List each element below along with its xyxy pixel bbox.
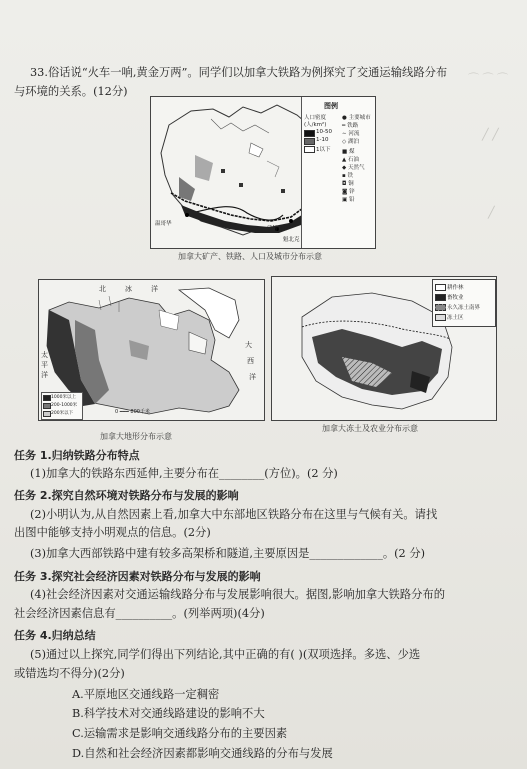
legend-label-permafrost-boundary: 永久冻土南界 [447,305,481,311]
density-swatch-mid [304,138,315,145]
legend-symbol-lead: ▣ 铅 [342,197,355,203]
option-d: D.自然和社会经济因素都影响交通线路的分布与发展 [72,747,333,760]
legend-label-permafrost: 冻土区 [447,315,464,321]
ocean-label-pacific-3: 洋 [41,371,48,379]
city-label-vancouver: 温哥华 [155,221,172,227]
task3-q4-line1: (4)社会经济因素对交通运输线路分布与发展影响很大。据图,影响加拿大铁路分布的 [30,588,445,601]
option-c: C.运输需求是影响交通线路分布的主要因素 [72,727,288,740]
task2-q2-line2: 出图中能够支持小明观点的信息。(2分) [14,526,211,539]
density-swatch-high [304,130,315,137]
legend-symbol-railway: ━ 铁路 [342,123,359,129]
legend-symbol-iron: ▪ 铁 [342,173,353,179]
legend-swatch-mid [43,403,51,409]
map1-legend [301,97,376,248]
task3-title: 任务 3.探究社会经济因素对铁路分布与发展的影响 [14,570,261,583]
bleed-through-text: ╱ ╱ [482,128,499,141]
legend-label-mid: 200-1000米 [51,403,78,408]
legend-swatch-permafrost-boundary [435,304,446,311]
bleed-through-text: ╱ [488,206,495,219]
option-b: B.科学技术对交通线路建设的影响不大 [72,707,265,720]
task2-q2-line1: (2)小明认为,从自然因素上看,加拿大中东部地区铁路分布在这里与气候有关。请找 [30,508,438,521]
task2-title: 任务 2.探究自然环境对铁路分布与发展的影响 [14,489,239,502]
legend-swatch-permafrost [435,314,446,321]
city-label-montreal: 蒙特利尔 [267,226,290,232]
task3-q4-line2: 社会经济因素信息有__________。(列举两项)(4分) [14,607,265,620]
map1-caption: 加拿大矿产、铁路、人口及城市分布示意 [178,252,322,261]
task1-q1: (1)加拿大的铁路东西延伸,主要分布在________(方位)。(2 分) [30,467,338,480]
legend-swatch-low [43,411,51,417]
legend-symbol-oil: ▲ 石油 [342,157,359,163]
legend-symbol-zinc: ◙ 锌 [342,189,355,195]
density-label-high: 10-50 [316,129,332,135]
legend-symbol-gas: ◆ 天然气 [342,165,365,171]
ocean-label-atlantic-3: 洋 [249,373,256,381]
legend-swatch-livestock [435,294,446,301]
map3-legend [432,279,496,327]
density-label-low: 1以下 [316,147,331,153]
legend-symbol-river: ∼ 河流 [342,131,360,137]
ocean-label-pacific-2: 平 [41,361,48,369]
legend-label-low: 200米以下 [51,411,74,416]
ocean-label-arctic-2: 冰 [125,285,132,293]
legend-symbol-city: ● 主要城市 [342,115,371,121]
task4-q5-line2: 或错选均不得分)(2分) [14,667,125,680]
ocean-label-arctic-3: 洋 [151,285,158,293]
legend-label-livestock: 畜牧业 [447,295,464,301]
legend-symbol-coal: ■ 煤 [342,149,355,155]
ocean-label-atlantic-1: 大 [245,341,252,349]
legend-symbol-copper: ◘ 铜 [342,181,354,187]
scale-bar: 0 ━━━ 800千米 [115,409,150,415]
legend-title: 图例 [324,102,338,110]
legend-density-title: 人口密度 [304,115,327,121]
ocean-label-atlantic-2: 西 [247,357,254,365]
legend-density-unit: (人/km²) [304,122,327,128]
legend-symbol-lake: ◇ 湖泊 [342,139,359,145]
map2-caption: 加拿大地形分布示意 [100,432,172,441]
legend-label-high: 1000米以上 [51,395,76,400]
task1-title: 任务 1.归纳铁路分布特点 [14,449,140,462]
density-label-mid: 1-10 [316,137,329,143]
question-intro-line1: 33.俗话说“火车一响,黄金万两”。同学们以加拿大铁路为例探究了交通运输线路分布 [30,66,448,79]
ocean-label-arctic-1: 北 [99,285,106,293]
task4-q5-line1: (5)通过以上探究,同学们得出下列结论,其中正确的有( )(双项选择。多选、少选 [30,648,421,661]
task4-title: 任务 4.归纳总结 [14,629,96,642]
map3-caption: 加拿大冻土及农业分布示意 [322,424,418,433]
city-label-quebec: 魁北克 [283,237,300,243]
legend-swatch-forest [435,284,446,291]
bleed-through-text: ⌒ ⌒ ⌒ [468,72,508,85]
map-terrain [38,279,265,421]
map-mineral-railway-population [150,96,376,249]
terrain-legend [41,392,83,420]
ocean-label-pacific-1: 太 [41,351,48,359]
legend-label-forest: 耕作林 [447,285,464,291]
question-intro-line2: 与环境的关系。(12分) [14,85,128,98]
legend-swatch-high [43,395,51,401]
task2-q3: (3)加拿大西部铁路中建有较多高架桥和隧道,主要原因是_____________。(2 分) [30,547,426,560]
density-swatch-low [304,146,315,153]
option-a: A.平原地区交通线路一定稠密 [72,688,220,701]
map-permafrost-agriculture [271,276,497,421]
